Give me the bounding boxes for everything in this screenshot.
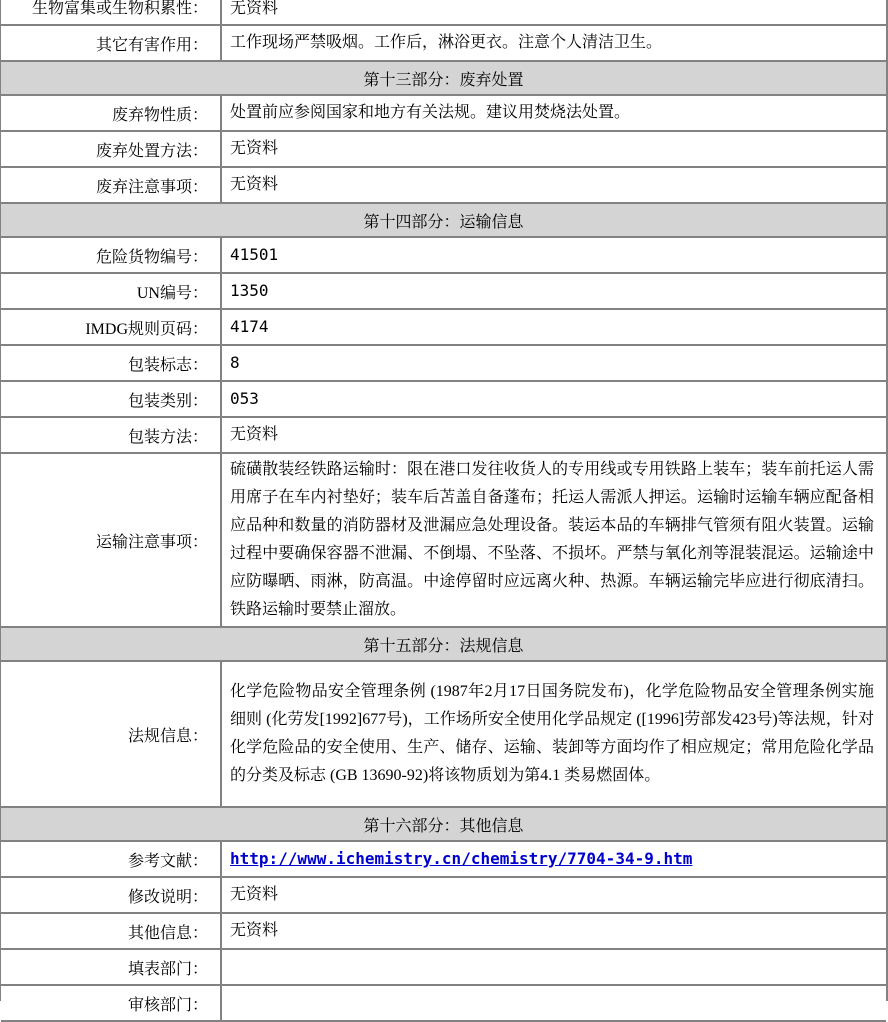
field-value-cell: [222, 662, 886, 806]
field-value: 无资料: [230, 922, 279, 939]
field-value-cell: [222, 418, 886, 452]
field-value: 41501: [230, 245, 279, 264]
field-label: 废弃注意事项：: [95, 178, 208, 196]
field-label: 包装标志：: [127, 356, 208, 374]
field-label-cell: [1, 310, 222, 344]
section-title: 第十三部分：废弃处置: [363, 71, 524, 89]
field-label: 审核部门：: [127, 996, 208, 1014]
field-label-cell: [1, 168, 222, 202]
field-value-cell: [222, 878, 886, 912]
field-label: 包装类别：: [127, 392, 208, 410]
field-label: 废弃处置方法：: [95, 142, 208, 160]
table-row: [1, 0, 886, 26]
field-label-cell: [1, 986, 222, 1020]
field-value-cell: [222, 382, 886, 416]
section-title: 第十四部分：运输信息: [363, 213, 524, 231]
table-row: [1, 96, 886, 132]
field-label-cell: [1, 842, 222, 876]
field-value: 8: [230, 353, 240, 372]
section-title: 第十六部分：其他信息: [363, 817, 524, 835]
section-header: [1, 62, 886, 96]
table-row: [1, 986, 886, 1022]
field-label-cell: [1, 914, 222, 948]
field-value-cell: [222, 96, 886, 130]
table-row: [1, 168, 886, 204]
field-value: 化学危险物品安全管理条例 (1987年2月17日国务院发布)，化学危险物品安全管理条例实施细则 (化劳发[1992]677号)，工作场所安全使用化学品规定 ([1996]劳部发423号)等法规，针对化学危险品的安全使用、生产、储存、运输、装卸等方面均作了相应规定；常用危险化学品的分类及标志 (GB 13690-92)将该物质划为第4.1 类易燃固体。: [230, 683, 874, 784]
table-row: [1, 878, 886, 914]
table-row: [1, 238, 886, 274]
section-header: [1, 808, 886, 842]
field-label-cell: [1, 96, 222, 130]
table-row: [1, 418, 886, 454]
field-label-cell: [1, 418, 222, 452]
field-label-cell: [1, 346, 222, 380]
field-label: 生物富集或生物积累性：: [31, 0, 208, 17]
field-value-cell: [222, 26, 886, 60]
field-label-cell: [1, 238, 222, 272]
table-row: [1, 914, 886, 950]
table-row: [1, 950, 886, 986]
field-value: 处置前应参阅国家和地方有关法规。建议用焚烧法处置。: [230, 104, 631, 121]
table-row: [1, 382, 886, 418]
table-row: [1, 310, 886, 346]
table-row: [1, 346, 886, 382]
field-value: 工作现场严禁吸烟。工作后，淋浴更衣。注意个人清洁卫生。: [230, 34, 663, 51]
field-label: IMDG规则页码：: [85, 320, 208, 338]
field-value: 无资料: [230, 176, 279, 193]
field-label: 填表部门：: [127, 960, 208, 978]
field-label: UN编号：: [136, 284, 208, 302]
field-label: 其他信息：: [127, 924, 208, 942]
field-label: 法规信息：: [127, 727, 208, 745]
field-label: 其它有害作用：: [95, 36, 208, 54]
field-value: 053: [230, 389, 259, 408]
field-label-cell: [1, 274, 222, 308]
field-value: 4174: [230, 317, 269, 336]
field-label: 修改说明：: [127, 888, 208, 906]
field-value-cell: [222, 454, 886, 626]
table-row: [1, 274, 886, 310]
table-row: [1, 842, 886, 878]
field-label-cell: [1, 454, 222, 626]
field-value-cell: [222, 914, 886, 948]
field-value: 无资料: [230, 0, 279, 17]
field-value: 无资料: [230, 886, 279, 903]
table-row: [1, 662, 886, 808]
field-value-cell: [222, 986, 886, 1020]
field-label: 运输注意事项：: [95, 533, 208, 551]
table-row: [1, 132, 886, 168]
field-label-cell: [1, 878, 222, 912]
field-label-cell: [1, 950, 222, 984]
field-value-cell: [222, 310, 886, 344]
field-label-cell: [1, 26, 222, 60]
field-value-cell: [222, 168, 886, 202]
field-value-cell: [222, 842, 886, 876]
section-header: [1, 628, 886, 662]
field-value-cell: [222, 0, 886, 24]
section-title: 第十五部分：法规信息: [363, 637, 524, 655]
field-label: 废弃物性质：: [111, 106, 208, 124]
field-value-cell: [222, 238, 886, 272]
table-row: [1, 26, 886, 62]
section-header: [1, 204, 886, 238]
field-label: 包装方法：: [127, 428, 208, 446]
table-row: [1, 454, 886, 628]
field-label-cell: [1, 0, 222, 24]
field-value: 硫磺散装经铁路运输时：限在港口发往收货人的专用线或专用铁路上装车；装车前托运人需用席子在车内衬垫好；装车后苫盖自备蓬布；托运人需派人押运。运输时运输车辆应配备相应品种和数量的消防器材及泄漏应急处理设备。装运本品的车辆排气管须有阻火装置。运输过程中要确保容器不泄漏、不倒塌、不坠落、不损坏。严禁与氧化剂等混装混运。运输途中应防曝晒、雨淋，防高温。中途停留时应远离火种、热源。车辆运输完毕应进行彻底清扫。铁路运输时要禁止溜放。: [230, 461, 874, 618]
field-label: 危险货物编号：: [95, 248, 208, 266]
field-value: 无资料: [230, 140, 279, 157]
field-value: 无资料: [230, 426, 279, 443]
reference-link[interactable]: http://www.ichemistry.cn/chemistry/7704-34-9.htm: [230, 849, 693, 868]
field-value-cell: [222, 274, 886, 308]
field-value-cell: [222, 950, 886, 984]
field-value-cell: [222, 346, 886, 380]
field-value-cell: [222, 132, 886, 166]
field-label-cell: [1, 382, 222, 416]
field-label-cell: [1, 662, 222, 806]
field-label: 参考文献：: [127, 852, 208, 870]
field-label-cell: [1, 132, 222, 166]
field-value: 1350: [230, 281, 269, 300]
